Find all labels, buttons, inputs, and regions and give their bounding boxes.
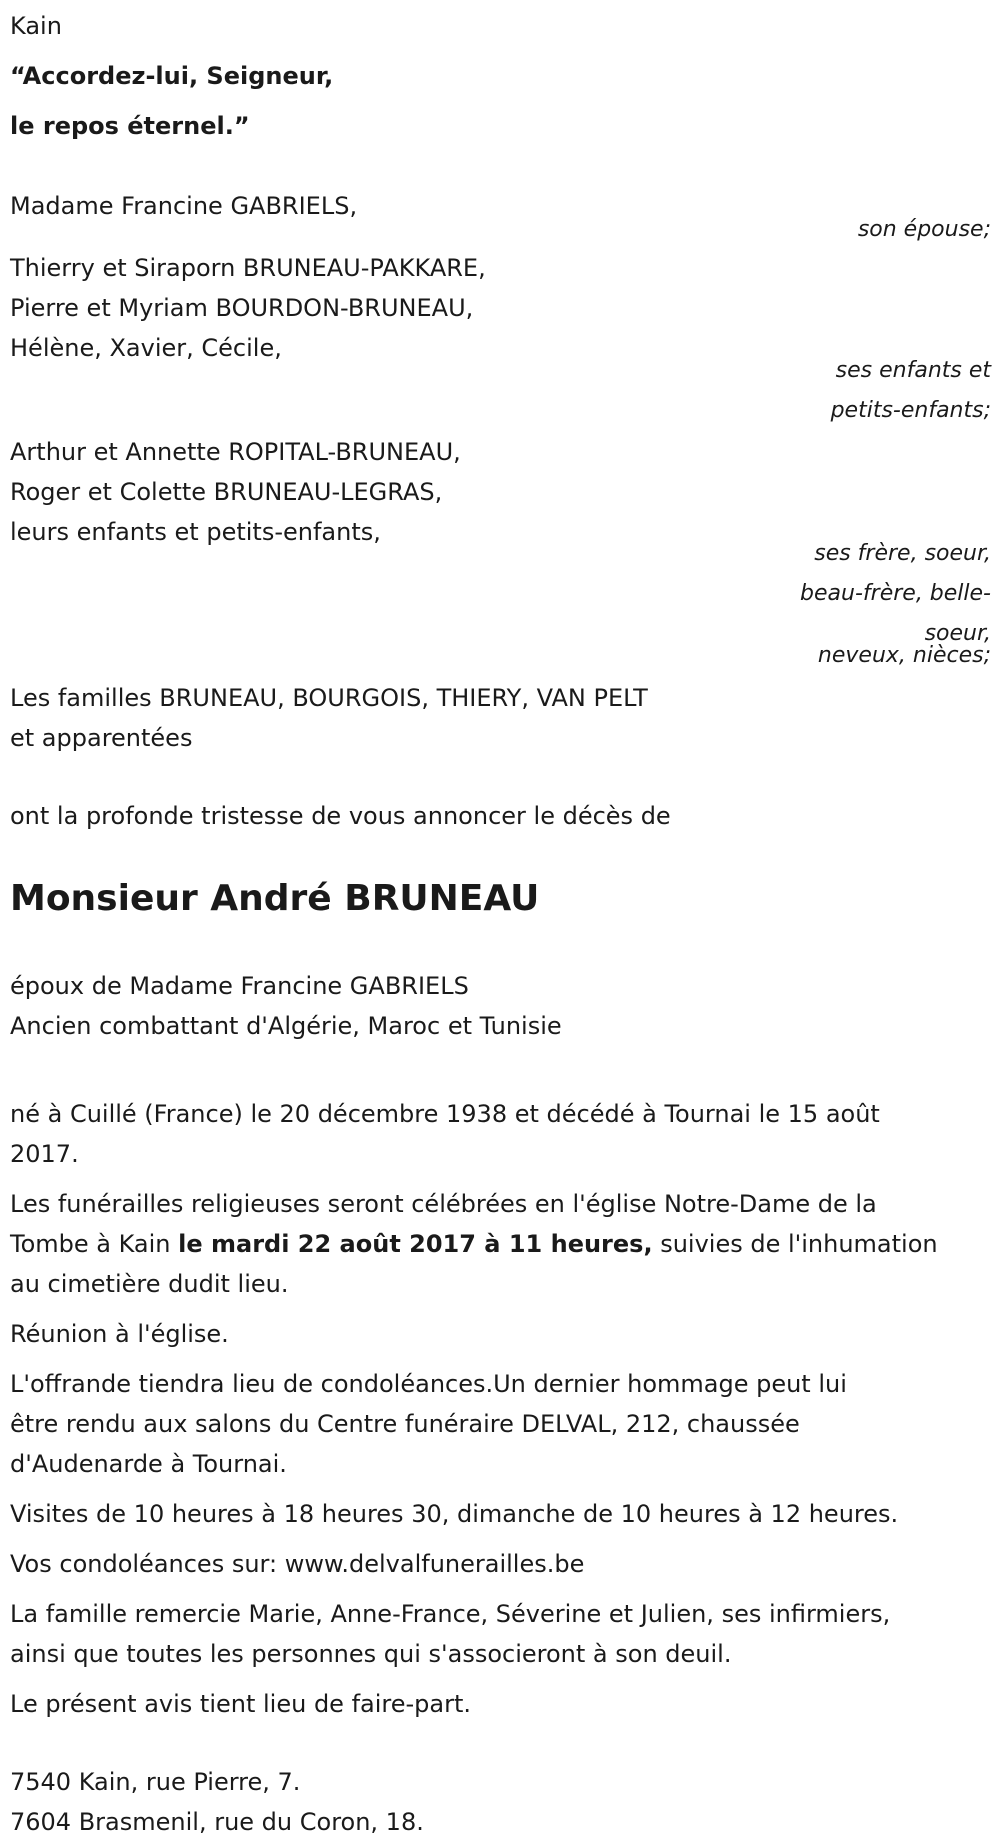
deceased-name: Monsieur André BRUNEAU <box>10 878 540 919</box>
funeral-date-time: le mardi 22 août 2017 à 11 heures, <box>178 1230 653 1258</box>
quote-line-2: le repos éternel.” <box>10 112 250 140</box>
children-role-1: ses enfants et <box>835 358 991 383</box>
birth-death-line-1: né à Cuillé (France) le 20 décembre 1938 et décédé à Tournai le 15 août <box>10 1100 880 1128</box>
offering-line-3: d'Audenarde à Tournai. <box>10 1450 287 1478</box>
funeral-line-2-pre: Tombe à Kain <box>10 1230 179 1258</box>
sibling-line-3: leurs enfants et petits-enfants, <box>10 518 381 546</box>
offering-line-1: L'offrande tiendra lieu de condoléances.Un dernier hommage peut lui <box>10 1370 847 1398</box>
siblings-role-4: neveux, nièces; <box>817 643 991 668</box>
thanks-line-2: ainsi que toutes les personnes qui s'associeront à son deuil. <box>10 1640 732 1668</box>
place-heading: Kain <box>10 12 62 40</box>
funeral-line-1: Les funérailles religieuses seront célébrées en l'église Notre-Dame de la <box>10 1190 877 1218</box>
families-line-2: et apparentées <box>10 724 193 752</box>
quote-line-1: “Accordez-lui, Seigneur, <box>10 62 334 90</box>
child-line-2: Pierre et Myriam BOURDON-BRUNEAU, <box>10 294 474 322</box>
thanks-line-1: La famille remercie Marie, Anne-France, Séverine et Julien, ses infirmiers, <box>10 1600 891 1628</box>
funeral-line-2-post: suivies de l'inhumation <box>652 1230 938 1258</box>
visits-note: Visites de 10 heures à 18 heures 30, dimanche de 10 heures à 12 heures. <box>10 1500 899 1528</box>
sibling-line-1: Arthur et Annette ROPITAL-BRUNEAU, <box>10 438 461 466</box>
deceased-spouse-line: époux de Madame Francine GABRIELS <box>10 972 469 1000</box>
deceased-veteran-line: Ancien combattant d'Algérie, Maroc et Tunisie <box>10 1012 562 1040</box>
funeral-line-2 <box>10 1224 938 1264</box>
spouse-role: son épouse; <box>857 217 991 242</box>
address-line-2: 7604 Brasmenil, rue du Coron, 18. <box>10 1808 424 1836</box>
children-role-2: petits-enfants; <box>830 398 991 423</box>
birth-death-line-2: 2017. <box>10 1140 79 1168</box>
spouse-name: Madame Francine GABRIELS, <box>10 192 358 220</box>
funeral-line-3: au cimetière dudit lieu. <box>10 1270 289 1298</box>
siblings-role-2: beau-frère, belle- <box>800 581 991 606</box>
families-line-1: Les familles BRUNEAU, BOURGOIS, THIERY, VAN PELT <box>10 684 648 712</box>
reunion-note: Réunion à l'église. <box>10 1320 229 1348</box>
child-line-1: Thierry et Siraporn BRUNEAU-PAKKARE, <box>10 254 486 282</box>
siblings-role-3: soeur, <box>924 621 991 646</box>
child-line-3: Hélène, Xavier, Cécile, <box>10 334 282 362</box>
condolences-note: Vos condoléances sur: www.delvalfunerailles.be <box>10 1550 585 1578</box>
siblings-role-1: ses frère, soeur, <box>814 541 991 566</box>
sibling-line-2: Roger et Colette BRUNEAU-LEGRAS, <box>10 478 443 506</box>
address-line-1: 7540 Kain, rue Pierre, 7. <box>10 1768 301 1796</box>
announcement: ont la profonde tristesse de vous annoncer le décès de <box>10 802 671 830</box>
offering-line-2: être rendu aux salons du Centre funéraire DELVAL, 212, chaussée <box>10 1410 800 1438</box>
notice-line: Le présent avis tient lieu de faire-part. <box>10 1690 472 1718</box>
